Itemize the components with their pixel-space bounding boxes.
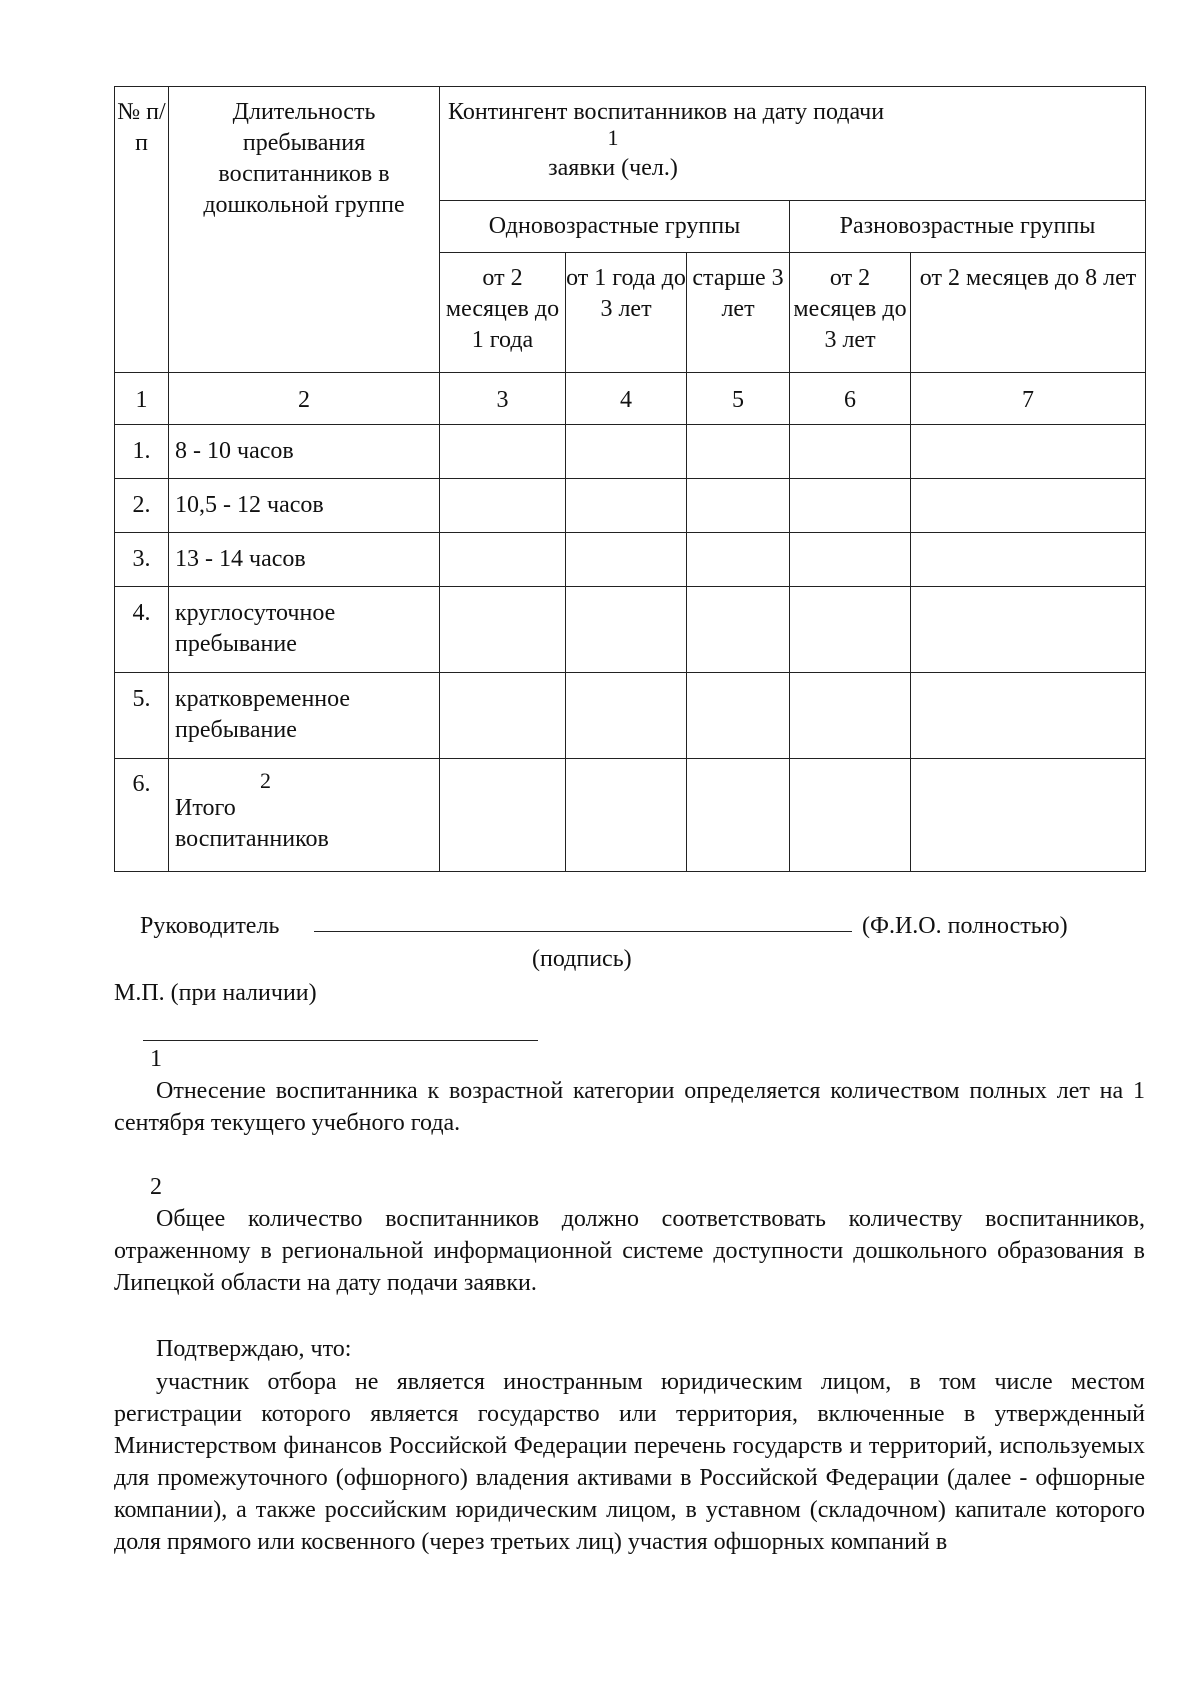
empty-cell <box>440 425 566 479</box>
empty-cell <box>790 587 911 673</box>
col-number: 5 <box>687 373 790 425</box>
empty-cell <box>790 479 911 533</box>
row-num: 3. <box>115 533 169 587</box>
footnote-ref-1: 1 <box>607 125 619 150</box>
footnote-ref-2: 2 <box>260 768 271 793</box>
row-label-total <box>169 759 440 872</box>
row-label: кратковременное пребывание <box>169 673 440 759</box>
col-number: 7 <box>911 373 1146 425</box>
col-number: 1 <box>115 373 169 425</box>
empty-cell <box>687 425 790 479</box>
head-label: Руководитель <box>140 913 280 939</box>
confirm-heading: Подтверждаю, что: <box>156 1336 352 1362</box>
empty-cell <box>687 479 790 533</box>
empty-cell <box>911 533 1146 587</box>
confirm-paragraph <box>114 1366 1145 1558</box>
table-row <box>115 673 1146 759</box>
contingent-table <box>114 86 1146 872</box>
empty-cell <box>687 759 790 872</box>
empty-cell <box>911 759 1146 872</box>
empty-cell <box>911 673 1146 759</box>
footnote-2 <box>114 1203 1145 1299</box>
empty-cell <box>440 759 566 872</box>
header-sub-1: от 1 года до 3 лет <box>566 253 687 373</box>
row-label: 8 - 10 часов <box>169 425 440 479</box>
col-number: 4 <box>566 373 687 425</box>
empty-cell <box>566 425 687 479</box>
row-num: 6. <box>115 759 169 872</box>
empty-cell <box>566 533 687 587</box>
row-num: 2. <box>115 479 169 533</box>
empty-cell <box>911 479 1146 533</box>
row-label: 10,5 - 12 часов <box>169 479 440 533</box>
row-label: 13 - 14 часов <box>169 533 440 587</box>
header-same-age: Одновозрастные группы <box>440 201 790 253</box>
empty-cell <box>790 533 911 587</box>
footnote-1-text: Отнесение воспитанника к возрастной категории определяется количеством полных лет на 1 сентября текущего учебного года. <box>114 1078 1145 1136</box>
empty-cell <box>566 587 687 673</box>
empty-cell <box>566 479 687 533</box>
footnote-separator <box>143 1040 538 1041</box>
header-duration: Длительность пребывания воспитанников в дошкольной группе <box>169 87 440 373</box>
empty-cell <box>790 673 911 759</box>
footnote-2-text: Общее количество воспитанников должно соответствовать количеству воспитанников, отраженному в региональной информационной системе доступности дошкольного образования в Липецкой области на дату подачи заявки. <box>114 1206 1145 1296</box>
header-sub-4: от 2 месяцев до 8 лет <box>911 253 1146 373</box>
empty-cell <box>440 587 566 673</box>
table-row <box>115 425 1146 479</box>
header-contingent-line1: Контингент воспитанников на дату подачи <box>448 99 885 125</box>
col-number: 2 <box>169 373 440 425</box>
row-num: 5. <box>115 673 169 759</box>
col-number: 3 <box>440 373 566 425</box>
fio-label: (Ф.И.О. полностью) <box>862 913 1068 939</box>
header-sub-3: от 2 месяцев до 3 лет <box>790 253 911 373</box>
empty-cell <box>687 587 790 673</box>
row-label: круглосуточное пребывание <box>169 587 440 673</box>
empty-cell <box>440 673 566 759</box>
header-contingent-line2: заявки (чел.) <box>548 155 678 181</box>
header-sub-2: старше 3 лет <box>687 253 790 373</box>
empty-cell <box>440 479 566 533</box>
empty-cell <box>911 425 1146 479</box>
empty-cell <box>790 759 911 872</box>
table-row <box>115 533 1146 587</box>
table-row <box>115 587 1146 673</box>
footnote-2-mark: 2 <box>150 1174 162 1200</box>
header-mixed-age: Разновозрастные группы <box>790 201 1146 253</box>
header-num: № п/п <box>115 87 169 373</box>
empty-cell <box>566 759 687 872</box>
row-num: 1. <box>115 425 169 479</box>
empty-cell <box>687 673 790 759</box>
confirm-text: участник отбора не является иностранным юридическим лицом, в том числе местом регистрации которого является государство или территория, включенные в утвержденный Министерством финансов Российской Федерации перечень государств и территорий, используемых для промежуточного (офшорного) владения активами в Российской Федерации (далее - офшорные компании), а также российским юридическим лицом, в уставном (складочном) капитале которого доля прямого или косвенного (через третьих лиц) участия офшорных компаний в <box>114 1369 1145 1555</box>
signature-line <box>314 931 852 932</box>
stamp-label: М.П. (при наличии) <box>114 980 317 1006</box>
empty-cell <box>911 587 1146 673</box>
header-contingent <box>440 87 1146 201</box>
empty-cell <box>566 673 687 759</box>
footnote-1-mark: 1 <box>150 1046 162 1072</box>
empty-cell <box>440 533 566 587</box>
table-row <box>115 479 1146 533</box>
col-number: 6 <box>790 373 911 425</box>
row-label: Итого воспитанников <box>175 795 329 852</box>
footnote-1 <box>114 1075 1145 1139</box>
table-row <box>115 759 1146 872</box>
empty-cell <box>687 533 790 587</box>
row-num: 4. <box>115 587 169 673</box>
header-sub-0: от 2 месяцев до 1 года <box>440 253 566 373</box>
empty-cell <box>790 425 911 479</box>
sign-label: (подпись) <box>532 946 632 972</box>
